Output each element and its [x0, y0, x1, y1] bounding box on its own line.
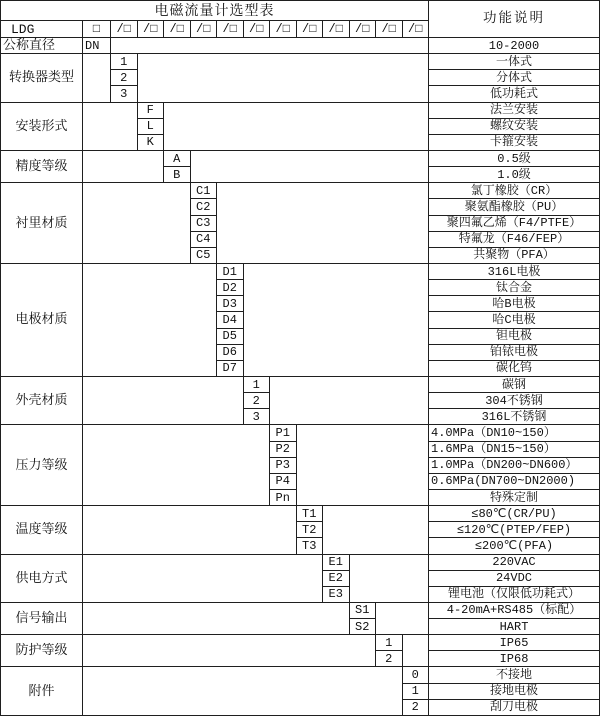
spacer-left: [83, 377, 244, 425]
option-description: 4.0MPa（DN10~150）: [429, 425, 600, 441]
spacer-right: [297, 425, 430, 506]
spacer-left: [83, 555, 323, 603]
spacer-left: [83, 667, 403, 715]
option-description: 220VAC: [429, 555, 600, 571]
option-description: HART: [429, 619, 600, 635]
model-code-box: □: [83, 21, 111, 38]
spacer-right: [217, 183, 429, 264]
spacer-left: [83, 151, 164, 183]
spacer-left: [83, 603, 350, 635]
option-code: 2: [111, 70, 138, 86]
group-label: 防护等级: [1, 635, 83, 667]
group-label: 安装形式: [1, 103, 83, 151]
code-segment-box: /□: [376, 21, 403, 38]
spacer-right: [270, 377, 429, 425]
spacer-right: [191, 151, 430, 183]
spacer-left: [83, 103, 138, 151]
option-code: P1: [270, 425, 297, 441]
option-description: 钛合金: [429, 280, 600, 296]
option-description: IP68: [429, 651, 600, 667]
option-description: 碳化钨: [429, 361, 600, 377]
option-description: 不接地: [429, 667, 600, 683]
option-code: E2: [323, 571, 350, 587]
spacer-right: [111, 38, 429, 54]
ldg-label: LDG: [1, 21, 83, 38]
option-description: 法兰安装: [429, 103, 600, 119]
option-code: P4: [270, 474, 297, 490]
option-description: 哈C电极: [429, 312, 600, 328]
group-label: 外壳材质: [1, 377, 83, 425]
option-code: 1: [111, 54, 138, 70]
group-label: 转换器类型: [1, 54, 83, 102]
option-code: C1: [191, 183, 218, 199]
option-code: D5: [217, 329, 244, 345]
group-band-0: [1, 38, 600, 54]
spacer-right: [138, 54, 430, 102]
option-code: DN: [83, 38, 111, 54]
option-description: 1.6MPa（DN15~150）: [429, 442, 600, 458]
option-code: F: [138, 103, 165, 119]
group-band-10: [1, 603, 600, 635]
option-code: C4: [191, 232, 218, 248]
spacer-right: [244, 264, 430, 377]
option-description: 聚氨酯橡胶（PU）: [429, 199, 600, 215]
option-code: C5: [191, 248, 218, 264]
table-body: [1, 38, 600, 716]
spacer-right: [350, 555, 430, 603]
group-label: 信号输出: [1, 603, 83, 635]
option-description: 哈B电极: [429, 296, 600, 312]
option-code: T3: [297, 538, 324, 554]
group-label: 电极材质: [1, 264, 83, 377]
option-description: 10-2000: [429, 38, 600, 54]
option-description: 特氟龙（F46/FEP）: [429, 232, 600, 248]
group-label: 温度等级: [1, 506, 83, 554]
option-code: L: [138, 119, 165, 135]
option-description: 钽电极: [429, 329, 600, 345]
option-code: 3: [244, 409, 271, 425]
option-description: 聚四氟乙烯（F4/PTFE）: [429, 216, 600, 232]
option-code: S2: [350, 619, 377, 635]
option-description: 0.5级: [429, 151, 600, 167]
option-description: 接地电极: [429, 684, 600, 700]
spacer-left: [83, 264, 217, 377]
option-code: 1: [244, 377, 271, 393]
option-code: P3: [270, 458, 297, 474]
option-code: S1: [350, 603, 377, 619]
option-description: 铂铱电极: [429, 345, 600, 361]
code-segment-box: /□: [350, 21, 377, 38]
group-label: 精度等级: [1, 151, 83, 183]
option-description: 304不锈钢: [429, 393, 600, 409]
group-band-4: [1, 183, 600, 264]
spacer-left: [83, 635, 376, 667]
group-band-1: [1, 54, 600, 102]
code-segment-box: /□: [217, 21, 244, 38]
option-code: 3: [111, 86, 138, 102]
option-description: 锂电池（仅限低功耗式）: [429, 587, 600, 603]
code-segment-box: /□: [111, 21, 138, 38]
option-code: B: [164, 167, 191, 183]
option-description: 0.6MPa(DN700~DN2000): [429, 474, 600, 490]
group-band-7: [1, 425, 600, 506]
option-code: D7: [217, 361, 244, 377]
option-code: T1: [297, 506, 324, 522]
option-description: 卡箍安装: [429, 135, 600, 151]
code-segment-box: /□: [297, 21, 324, 38]
option-code: P2: [270, 442, 297, 458]
code-segment-box: /□: [403, 21, 430, 38]
option-description: 刮刀电极: [429, 700, 600, 716]
option-code: D1: [217, 264, 244, 280]
page-title: 电磁流量计选型表: [1, 1, 429, 21]
function-column-header: 功能说明: [429, 1, 600, 38]
option-description: ≤120℃(PTEP/FEP): [429, 522, 600, 538]
code-segment-box: /□: [164, 21, 191, 38]
group-label: 公称直径: [1, 38, 83, 54]
option-description: 特殊定制: [429, 490, 600, 506]
option-description: IP65: [429, 635, 600, 651]
option-code: D3: [217, 296, 244, 312]
option-description: ≤200℃(PFA): [429, 538, 600, 554]
option-code: 2: [244, 393, 271, 409]
option-code: C3: [191, 216, 218, 232]
option-description: 316L电极: [429, 264, 600, 280]
option-code: A: [164, 151, 191, 167]
spacer-right: [164, 103, 429, 151]
group-label: 衬里材质: [1, 183, 83, 264]
option-code: 2: [403, 700, 430, 716]
option-description: 分体式: [429, 70, 600, 86]
option-description: 1.0MPa（DN200~DN600）: [429, 458, 600, 474]
option-code: T2: [297, 522, 324, 538]
option-description: 碳钢: [429, 377, 600, 393]
group-band-6: [1, 377, 600, 425]
group-band-11: [1, 635, 600, 667]
option-code: 0: [403, 667, 430, 683]
option-description: 316L不锈钢: [429, 409, 600, 425]
option-code: D4: [217, 312, 244, 328]
option-code: E1: [323, 555, 350, 571]
group-band-8: [1, 506, 600, 554]
option-description: 24VDC: [429, 571, 600, 587]
group-band-12: [1, 667, 600, 715]
option-code: Pn: [270, 490, 297, 506]
option-code: E3: [323, 587, 350, 603]
option-description: 低功耗式: [429, 86, 600, 102]
option-code: D6: [217, 345, 244, 361]
spacer-right: [376, 603, 429, 635]
option-code: K: [138, 135, 165, 151]
spacer-left: [83, 183, 191, 264]
option-code: 1: [403, 684, 430, 700]
option-description: 4-20mA+RS485（标配）: [429, 603, 600, 619]
spacer-left: [83, 425, 270, 506]
option-code: 1: [376, 635, 403, 651]
spacer-left: [83, 54, 111, 102]
option-description: 一体式: [429, 54, 600, 70]
spacer-right: [403, 635, 430, 667]
group-band-5: [1, 264, 600, 377]
group-label: 压力等级: [1, 425, 83, 506]
group-label: 供电方式: [1, 555, 83, 603]
option-description: 1.0级: [429, 167, 600, 183]
option-description: 螺纹安装: [429, 119, 600, 135]
spacer-left: [83, 506, 297, 554]
code-segment-box: /□: [323, 21, 350, 38]
spacer-right: [323, 506, 429, 554]
group-band-9: [1, 555, 600, 603]
option-description: 共聚物（PFA）: [429, 248, 600, 264]
option-code: 2: [376, 651, 403, 667]
option-description: ≤80℃(CR/PU): [429, 506, 600, 522]
header-band: [1, 1, 600, 38]
group-band-3: [1, 151, 600, 183]
option-code: C2: [191, 199, 218, 215]
code-segment-box: /□: [191, 21, 218, 38]
option-code: D2: [217, 280, 244, 296]
option-description: 氯丁橡胶（CR）: [429, 183, 600, 199]
group-label: 附件: [1, 667, 83, 715]
group-band-2: [1, 103, 600, 151]
code-segment-box: /□: [270, 21, 297, 38]
code-segment-box: /□: [244, 21, 271, 38]
code-segment-box: /□: [138, 21, 165, 38]
